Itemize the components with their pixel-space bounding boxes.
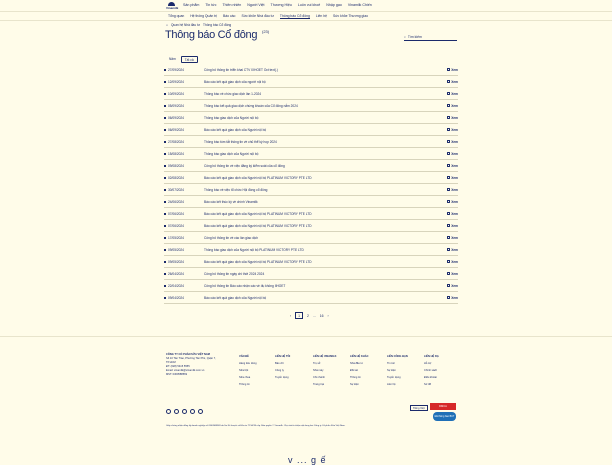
bullet-icon bbox=[164, 165, 166, 167]
bullet-icon bbox=[164, 117, 166, 119]
topnav-item-health[interactable]: Luôn vui khoẻ bbox=[297, 3, 321, 7]
subnav-item-contact[interactable]: Liên hệ bbox=[315, 14, 327, 18]
dmca-badge[interactable]: DMCA bbox=[430, 403, 456, 410]
view-button[interactable] bbox=[444, 200, 458, 204]
bullet-icon bbox=[164, 105, 166, 107]
footer-column bbox=[239, 353, 257, 388]
footer-company-name: CÔNG TY CỔ PHẦN SỮA VIỆT NAM bbox=[166, 353, 210, 356]
year-filter bbox=[166, 56, 198, 63]
footer-link[interactable]: Tuyển dụng bbox=[275, 376, 289, 379]
footer-link[interactable]: Sữa bột bbox=[239, 369, 249, 372]
notice-date: 10/09/2024 bbox=[168, 91, 184, 96]
topnav-item-news[interactable]: Tin tức bbox=[205, 3, 217, 7]
language-select[interactable]: Tiếng Việt bbox=[410, 405, 428, 411]
notice-date: 07/06/2024 bbox=[168, 223, 184, 228]
social-links bbox=[166, 409, 203, 414]
view-button[interactable] bbox=[444, 68, 458, 72]
topnav-item-import[interactable]: Nhập gạo bbox=[326, 3, 342, 7]
top-nav bbox=[183, 3, 372, 7]
view-label: Xem bbox=[451, 211, 458, 216]
subnav-item-investor-health[interactable]: Sức khỏe Nhà đầu tư bbox=[241, 14, 274, 18]
view-button[interactable] bbox=[444, 116, 458, 120]
subnav-item-governance[interactable]: Hệ thống Quản trị bbox=[190, 14, 217, 18]
footer-link[interactable]: Báo chí bbox=[275, 362, 284, 365]
document-icon bbox=[447, 152, 450, 155]
footer-link[interactable]: Trang trại bbox=[313, 383, 325, 386]
search-icon: ⌕ bbox=[404, 34, 406, 39]
document-icon bbox=[447, 68, 450, 71]
footer-link[interactable]: Tuyển dụng bbox=[387, 376, 401, 379]
notice-row[interactable] bbox=[164, 64, 458, 76]
notice-count: (23) bbox=[262, 29, 270, 34]
footer-column bbox=[275, 353, 290, 381]
notice-date: 26/04/2024 bbox=[168, 271, 184, 276]
view-label: Xem bbox=[451, 175, 458, 180]
bullet-icon bbox=[164, 273, 166, 275]
document-icon bbox=[447, 116, 450, 119]
bct-badge[interactable]: Đã thông báo BCT bbox=[433, 412, 456, 421]
notice-date: 15/08/2024 bbox=[168, 151, 184, 156]
notice-title[interactable]: Công bố thông tin Báo cáo nhận các về đụ không IIHOET bbox=[204, 283, 286, 288]
footer-link[interactable]: Sự kiện bbox=[350, 383, 359, 386]
notice-title[interactable]: Báo cáo kết quả giao dịch của Người nội bộ PLATINUM VICTORY PTE LTD bbox=[204, 259, 312, 264]
document-icon bbox=[447, 296, 450, 299]
top-bar bbox=[0, 0, 612, 12]
document-icon bbox=[447, 272, 450, 275]
linkedin-icon[interactable] bbox=[198, 409, 203, 414]
document-icon bbox=[447, 176, 450, 179]
notice-date: 09/08/2024 bbox=[168, 163, 184, 168]
notice-title[interactable]: Báo cáo kết quả giao dịch của Người nội bộ PLATINUM VICTORY PTE LTD bbox=[204, 175, 312, 180]
notice-title[interactable]: Công bố thông tin ngày chi thời 2024 2024 bbox=[204, 271, 265, 276]
footer-link[interactable]: Trụ sở bbox=[313, 362, 321, 365]
footer-link[interactable]: Tin tức bbox=[387, 362, 395, 365]
footer-link[interactable]: Điều khoản bbox=[424, 376, 438, 379]
document-icon bbox=[447, 200, 450, 203]
view-button[interactable] bbox=[444, 164, 458, 168]
notice-title[interactable]: Công bố thông tin về việc đăng ký kiểm soát của cổ đông bbox=[204, 163, 285, 168]
view-button[interactable] bbox=[444, 104, 458, 108]
notice-date: 27/08/2024 bbox=[168, 139, 184, 144]
document-icon bbox=[447, 236, 450, 239]
bullet-icon bbox=[164, 285, 166, 287]
breadcrumb-current: Thông báo Cổ đông bbox=[203, 23, 232, 27]
notice-row[interactable] bbox=[164, 280, 458, 292]
view-label: Xem bbox=[451, 259, 458, 264]
footer bbox=[0, 336, 612, 465]
pagination-page-last[interactable]: 16 bbox=[319, 313, 324, 318]
pagination bbox=[290, 312, 329, 319]
view-button[interactable] bbox=[444, 284, 458, 288]
notice-date: 06/09/2024 bbox=[168, 127, 184, 132]
footer-link[interactable]: Thông tin bbox=[239, 383, 250, 386]
search-box[interactable] bbox=[404, 33, 457, 41]
subnav-item-reports[interactable]: Báo cáo bbox=[222, 14, 236, 18]
notice-date: 05/09/2024 bbox=[168, 103, 184, 108]
document-icon bbox=[447, 92, 450, 95]
document-icon bbox=[447, 188, 450, 191]
view-button[interactable] bbox=[444, 128, 458, 132]
notice-date: 02/08/2024 bbox=[168, 175, 184, 180]
notice-title[interactable]: Thông báo giao dịch của Người nội bộ PLATINUM VICTORY PTE LTD bbox=[204, 247, 304, 252]
bullet-icon bbox=[164, 237, 166, 239]
topnav-item-brand[interactable]: Thương Hiệu bbox=[270, 3, 292, 7]
footer-link[interactable]: Đối tác bbox=[350, 369, 359, 372]
topnav-item-products[interactable]: Sản phẩm bbox=[183, 3, 200, 7]
notice-date: 30/07/2024 bbox=[168, 187, 184, 192]
view-button[interactable] bbox=[444, 248, 458, 252]
notice-row[interactable] bbox=[164, 232, 458, 244]
footer-company bbox=[166, 353, 226, 377]
notice-title[interactable]: Báo cáo kết quả giao dịch của Người nội bộ PLATINUM VICTORY PTE LTD bbox=[204, 211, 312, 216]
bullet-icon bbox=[164, 213, 166, 215]
bullet-icon bbox=[164, 93, 166, 95]
footer-column-head: LIÊN HỆ VINAMILK bbox=[313, 355, 337, 358]
notice-date: 22/04/2024 bbox=[168, 283, 184, 288]
notice-row[interactable] bbox=[164, 184, 458, 196]
footer-column-head: LIÊN HỆ KHÁC bbox=[350, 355, 369, 358]
footer-column-head: LIÊN HỆ TÔI bbox=[275, 355, 291, 358]
footer-link[interactable]: Hàng tiêu dùng bbox=[239, 362, 257, 365]
notice-row[interactable] bbox=[164, 100, 458, 112]
view-button[interactable] bbox=[444, 80, 458, 84]
notice-row[interactable] bbox=[164, 172, 458, 184]
subnav-item-shareholder-notices[interactable]: Thông báo Cổ đông bbox=[279, 14, 310, 18]
view-label: Xem bbox=[451, 67, 458, 72]
document-icon bbox=[447, 224, 450, 227]
notice-date: 09/05/2024 bbox=[168, 259, 184, 264]
view-label: Xem bbox=[451, 199, 458, 204]
notice-row[interactable] bbox=[164, 292, 458, 304]
footer-column bbox=[313, 353, 337, 388]
bullet-icon bbox=[164, 129, 166, 131]
footer-company-line: ĐT: (028) 5415 5555 bbox=[166, 365, 190, 368]
footer-link[interactable]: Sơ đồ bbox=[424, 383, 432, 386]
footer-link[interactable]: Chi nhánh bbox=[313, 376, 325, 379]
footer-company-line: MST: 0300588569 bbox=[166, 373, 188, 376]
sub-nav bbox=[0, 12, 612, 21]
bullet-icon bbox=[164, 249, 166, 251]
pagination-ellipsis: ... bbox=[312, 313, 316, 318]
notice-title[interactable]: Thông báo giao dịch của Người nội bộ bbox=[204, 151, 259, 156]
footer-link[interactable]: Nhà đầu tư bbox=[350, 362, 363, 365]
footer-link[interactable]: Liên hệ bbox=[387, 383, 396, 386]
bullet-icon bbox=[164, 153, 166, 155]
footer-link[interactable]: Sữa chua bbox=[239, 376, 251, 379]
document-icon bbox=[447, 128, 450, 131]
footer-column bbox=[387, 353, 408, 388]
bullet-icon bbox=[164, 225, 166, 227]
notice-row[interactable] bbox=[164, 160, 458, 172]
breadcrumb bbox=[166, 23, 231, 27]
view-label: Xem bbox=[451, 115, 458, 120]
footer-column bbox=[424, 353, 439, 388]
bullet-icon bbox=[164, 177, 166, 179]
view-label: Xem bbox=[451, 91, 458, 96]
notice-title[interactable]: Báo cáo kết quả giao dịch của người nội bộ bbox=[204, 79, 266, 84]
notice-title[interactable]: Báo cáo kết thúc kỳ về chính Vinamilk bbox=[204, 199, 258, 204]
notice-row[interactable] bbox=[164, 256, 458, 268]
notice-row[interactable] bbox=[164, 148, 458, 160]
topnav-item-people[interactable]: Người Việt bbox=[247, 3, 265, 7]
instagram-icon[interactable] bbox=[182, 409, 187, 414]
view-label: Xem bbox=[451, 163, 458, 168]
youtube-icon[interactable] bbox=[174, 409, 179, 414]
notice-row[interactable] bbox=[164, 220, 458, 232]
notice-row[interactable] bbox=[164, 196, 458, 208]
search-input[interactable] bbox=[408, 35, 453, 39]
breadcrumb-home-icon[interactable]: ⌂ bbox=[166, 23, 168, 27]
document-icon bbox=[447, 212, 450, 215]
view-button[interactable] bbox=[444, 296, 458, 300]
view-label: Xem bbox=[451, 247, 458, 252]
view-label: Xem bbox=[451, 127, 458, 132]
notice-title[interactable]: Công bố thông tin triển khai CTV IXHOET Oct text(.) bbox=[204, 67, 278, 72]
notice-row[interactable] bbox=[164, 88, 458, 100]
document-icon bbox=[447, 260, 450, 263]
view-button[interactable] bbox=[444, 188, 458, 192]
view-label: Xem bbox=[451, 295, 458, 300]
footer-column-head: LIÊN HỆ DẠ bbox=[424, 355, 439, 358]
view-button[interactable] bbox=[444, 176, 458, 180]
view-label: Xem bbox=[451, 235, 458, 240]
notice-date: 09/04/2024 bbox=[168, 295, 184, 300]
view-button[interactable] bbox=[444, 140, 458, 144]
bullet-icon bbox=[164, 141, 166, 143]
year-filter-label: Năm bbox=[169, 56, 176, 61]
notice-title[interactable]: Thông báo tóm tắt thông tin về chủ thể kỳ họp 2024 bbox=[204, 139, 277, 144]
bullet-icon bbox=[164, 297, 166, 299]
view-label: Xem bbox=[451, 187, 458, 192]
document-icon bbox=[447, 140, 450, 143]
bullet-icon bbox=[164, 261, 166, 263]
breadcrumb-investor-relations[interactable]: Quan hệ Nhà đầu tư bbox=[170, 23, 201, 27]
footer-column bbox=[350, 353, 368, 388]
topnav-item-strategy[interactable]: Vinamilk Chiến bbox=[347, 3, 372, 7]
notice-title[interactable]: Thông báo kết quả giao dịch chứng khoán của Cổ đông nắm 2024 bbox=[204, 103, 298, 108]
view-label: Xem bbox=[451, 79, 458, 84]
view-button[interactable] bbox=[444, 152, 458, 156]
view-button[interactable] bbox=[444, 272, 458, 276]
view-label: Xem bbox=[451, 139, 458, 144]
document-icon bbox=[447, 164, 450, 167]
view-label: Xem bbox=[451, 283, 458, 288]
notice-list bbox=[164, 64, 458, 304]
pagination-next[interactable]: › bbox=[327, 313, 329, 318]
vinamilk-logo[interactable] bbox=[166, 2, 178, 10]
notice-title[interactable]: Báo cáo kết quả giao dịch của Người nội bộ bbox=[204, 295, 267, 300]
facebook-icon[interactable] bbox=[166, 409, 171, 414]
notice-row[interactable] bbox=[164, 208, 458, 220]
bullet-icon bbox=[164, 189, 166, 191]
notice-title[interactable]: Công bố thông tin về các lần giao dịch bbox=[204, 235, 259, 240]
notice-title[interactable]: Thông báo về việc tổ chức Hội đồng cổ đông bbox=[204, 187, 268, 192]
view-label: Xem bbox=[451, 151, 458, 156]
footer-bottom-text: v ... g ế bbox=[288, 455, 327, 465]
footer-link[interactable]: Công ty bbox=[275, 369, 284, 372]
document-icon bbox=[447, 104, 450, 107]
notice-date: 07/06/2024 bbox=[168, 211, 184, 216]
view-button[interactable] bbox=[444, 92, 458, 96]
notice-date: 27/09/2024 bbox=[168, 67, 184, 72]
footer-link[interactable]: Sự kiện bbox=[387, 369, 396, 372]
footer-link[interactable]: Thông tin bbox=[350, 376, 361, 379]
footer-column-head: VẤN ĐỀ bbox=[239, 355, 249, 358]
document-icon bbox=[447, 248, 450, 251]
topnav-item-nature[interactable]: Thiên nhiên bbox=[222, 3, 242, 7]
view-label: Xem bbox=[451, 103, 458, 108]
notice-date: 06/09/2024 bbox=[168, 115, 184, 120]
notice-row[interactable] bbox=[164, 268, 458, 280]
view-label: Xem bbox=[451, 223, 458, 228]
notice-date: 17/05/2024 bbox=[168, 235, 184, 240]
pagination-page-1[interactable]: 1 bbox=[295, 312, 303, 319]
notice-row[interactable] bbox=[164, 76, 458, 88]
notice-title[interactable]: Báo cáo kết quả giao dịch của Người nội bộ bbox=[204, 127, 267, 132]
logo-text: Vinamilk bbox=[166, 6, 179, 10]
notice-date: 12/09/2024 bbox=[168, 79, 184, 84]
notice-row[interactable] bbox=[164, 136, 458, 148]
view-button[interactable] bbox=[444, 236, 458, 240]
notice-title[interactable]: Thông báo giao dịch của Người nội bộ bbox=[204, 115, 259, 120]
view-button[interactable] bbox=[444, 224, 458, 228]
footer-company-line: Số 10 Tân Trào, Phường Tân Phú, Quận 7, TP.HCM bbox=[166, 357, 216, 364]
notice-date: 09/05/2024 bbox=[168, 247, 184, 252]
notice-row[interactable] bbox=[164, 244, 458, 256]
document-icon bbox=[447, 80, 450, 83]
bullet-icon bbox=[164, 81, 166, 83]
notice-row[interactable] bbox=[164, 124, 458, 136]
footer-link[interactable]: Chính sách bbox=[424, 369, 438, 372]
pagination-page-2[interactable]: 2 bbox=[307, 313, 309, 318]
notice-title[interactable]: Thông báo về chức giao dịch lần 1-2024 bbox=[204, 91, 262, 96]
notice-title[interactable]: Báo cáo kết quả giao dịch của Người nội bộ PLATINUM VICTORY PTE LTD bbox=[204, 223, 312, 228]
document-icon bbox=[447, 284, 450, 287]
view-button[interactable] bbox=[444, 212, 458, 216]
notice-row[interactable] bbox=[164, 112, 458, 124]
notice-date: 24/06/2024 bbox=[168, 199, 184, 204]
view-label: Xem bbox=[451, 271, 458, 276]
bullet-icon bbox=[164, 69, 166, 71]
page-title: Thông báo Cổ đông bbox=[165, 29, 258, 41]
subnav-item-overview[interactable]: Tổng quan bbox=[168, 14, 185, 18]
bullet-icon bbox=[164, 201, 166, 203]
footer-link[interactable]: Hỗ trợ bbox=[424, 362, 432, 365]
tiktok-icon[interactable] bbox=[190, 409, 195, 414]
pagination-prev[interactable]: ‹ bbox=[290, 313, 292, 318]
view-button[interactable] bbox=[444, 260, 458, 264]
footer-company-line: Email: vinamilk@vinamilk.com.vn bbox=[166, 369, 205, 372]
footer-legal: Giấy chứng nhận đăng ký doanh nghiệp số 0300588569 do Sở Kế hoạch và Đầu tư TP.HCM cấp. Bản quyền © Vinamilk. Chịu trách nhiệm nội dung bởi Công ty Cổ phần Sữa Việt Nam. bbox=[166, 425, 346, 427]
footer-link[interactable]: Nhà máy bbox=[313, 369, 324, 372]
subnav-item-trade-health[interactable]: Sức khỏe Thương giao bbox=[332, 14, 368, 18]
year-filter-all[interactable]: Tất cả bbox=[181, 56, 198, 63]
footer-column-head: LIÊN CÔNG BẠN bbox=[387, 355, 408, 358]
